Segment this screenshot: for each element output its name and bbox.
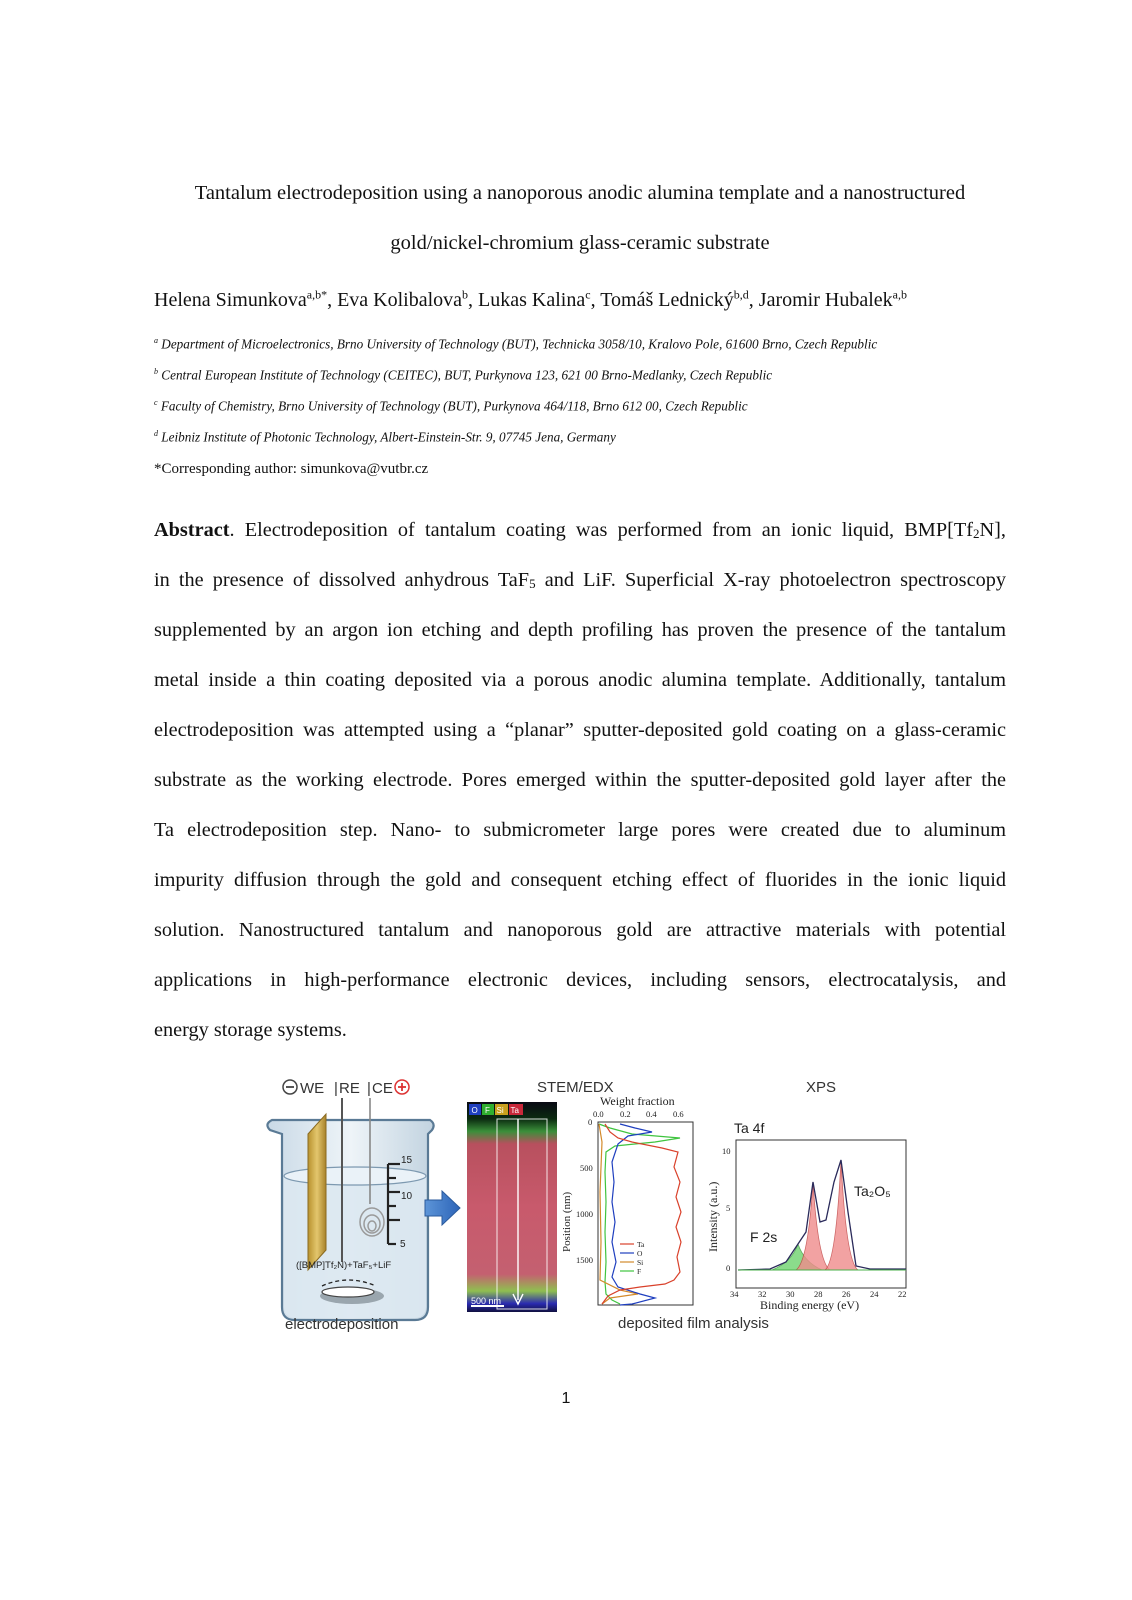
stem-title: STEM/EDX	[537, 1079, 614, 1096]
scale-bar-label: 500 nm	[471, 1296, 502, 1306]
ce-label: CE	[372, 1080, 393, 1097]
profile-y-label: Position (nm)	[561, 1191, 573, 1252]
abstract-line: applications in high-performance electronic devices, including sensors, electrocatalysis, and	[154, 969, 1006, 991]
affiliation-d: $^d$ Leibniz Institute of Photonic Technology, Albert-Einstein-Str. 9, 07745 Jena, Germany	[154, 429, 616, 445]
abstract-heading: Abstract	[154, 519, 230, 541]
we-label: WE	[300, 1080, 325, 1097]
profile-y-tick: 0	[588, 1117, 593, 1127]
xps-x-tick: 34	[730, 1289, 739, 1299]
profile-y-tick: 1000	[576, 1209, 593, 1219]
xps-y-tick: 10	[722, 1146, 731, 1156]
electrodeposition-cell	[267, 1080, 433, 1333]
title-line-1: Tantalum electrodeposition using a nanoporous anodic alumina template and a nanostructured	[194, 182, 966, 204]
xps-x-tick: 32	[758, 1289, 767, 1299]
author: Lukas Kalina$^c$,	[478, 287, 601, 311]
depth-profile-plot	[561, 1094, 693, 1305]
corresponding-author: *Corresponding author: simunkova@vutbr.cz	[154, 461, 429, 477]
minus-icon	[283, 1080, 297, 1094]
legend-o: O	[637, 1249, 643, 1258]
profile-x-tick: 0.0	[593, 1109, 604, 1119]
paper-title	[150, 168, 1010, 268]
profile-x-tick: 0.2	[620, 1109, 631, 1119]
profile-x-tick: 0.4	[646, 1109, 657, 1119]
abstract-line: substrate as the working electrode. Pores emerged within the sputter-deposited gold layer after the	[154, 769, 1006, 791]
left-caption: electrodeposition	[285, 1316, 399, 1333]
scale-mark-10: 10	[401, 1191, 413, 1202]
xps-oxide-label: Ta₂O₅	[854, 1183, 891, 1199]
plus-icon	[395, 1080, 409, 1094]
xps-x-tick: 26	[842, 1289, 851, 1299]
xps-f-label: F 2s	[750, 1229, 778, 1245]
legend-si: Si	[637, 1258, 644, 1267]
xps-title: XPS	[806, 1079, 837, 1096]
abstract-line: solution. Nanostructured tantalum and nanoporous gold are attractive materials with potential	[154, 919, 1006, 941]
xps-x-tick: 30	[786, 1289, 795, 1299]
author: Helena Simunkova$^{a,b*}$,	[154, 287, 338, 311]
liquid-surface	[284, 1167, 426, 1185]
legend-f: F	[637, 1267, 642, 1276]
xps-x-tick: 24	[870, 1289, 879, 1299]
re-label-bar: |	[334, 1080, 338, 1097]
graphical-abstract	[260, 1072, 920, 1342]
author: Eva Kolibalova$^b$,	[337, 287, 479, 311]
abstract-line: Ta electrodeposition step. Nano- to submicrometer large pores were created due to aluminum	[154, 819, 1006, 841]
xps-x-tick: 28	[814, 1289, 823, 1299]
right-caption: deposited film analysis	[618, 1315, 769, 1332]
legend-ta: Ta	[637, 1240, 645, 1249]
abstract-line: in the presence of dissolved anhydrous TaF$_5$ and LiF. Superficial X-ray photoelectron spectroscopy	[154, 569, 1006, 591]
author: Tomáš Lednický$^{b,d}$,	[600, 287, 759, 311]
xps-x-label: Binding energy (eV)	[760, 1298, 860, 1312]
xps-peak-label: Ta 4f	[734, 1120, 765, 1136]
abstract-line: metal inside a thin coating deposited via a porous anodic alumina template. Additionally, tantalum	[154, 669, 1006, 691]
xps-plot	[706, 1120, 907, 1312]
author: Jaromir Hubalek$^{a,b}$	[758, 287, 907, 311]
profile-y-tick: 1500	[576, 1255, 593, 1265]
profile-top-label: Weight fraction	[600, 1094, 675, 1108]
profile-y-tick: 500	[580, 1163, 593, 1173]
abstract	[154, 505, 1006, 1055]
title-line-2: gold/nickel-chromium glass-ceramic substrate	[390, 232, 770, 254]
edx-channel-ta: Ta	[510, 1106, 519, 1115]
edx-channel-f: F	[485, 1106, 490, 1115]
affiliation-a: $^a$ Department of Microelectronics, Brno University of Technology (BUT), Technicka 3058/10, Kralovo Pole, 61600 Brno, Czech Republic	[154, 336, 878, 352]
edx-channel-o: O	[471, 1106, 478, 1115]
page-number: 1	[561, 1390, 571, 1407]
xps-y-label: Intensity (a.u.)	[706, 1181, 720, 1252]
xps-x-tick: 22	[898, 1289, 907, 1299]
stem-map	[467, 1102, 557, 1312]
scale-mark-15: 15	[401, 1155, 413, 1166]
working-electrode	[308, 1114, 326, 1270]
flow-arrow-icon	[425, 1191, 460, 1225]
affiliation-c: $^c$ Faculty of Chemistry, Brno University of Technology (BUT), Purkynova 464/118, Brno 612 00, Czech Republic	[154, 398, 748, 414]
abstract-line: Abstract. Electrodeposition of tantalum coating was performed from an ionic liquid, $BMP[Tf_2N]$,	[154, 519, 1006, 541]
electrolyte-label: ([BMP]Tf₂N)+TaF₅+LiF	[296, 1260, 392, 1271]
affiliation-b: $^b$ Central European Institute of Technology (CEITEC), BUT, Purkynova 123, 621 00 Brno-Medlanky, Czech Republic	[154, 367, 773, 383]
ce-label-bar: |	[367, 1080, 371, 1097]
abstract-line: electrodeposition was attempted using a “planar” sputter-deposited gold coating on a glass-ceramic	[154, 719, 1006, 741]
abstract-line: supplemented by an argon ion etching and depth profiling has proven the presence of the tantalum	[154, 619, 1006, 641]
abstract-line: energy storage systems.	[154, 1019, 347, 1041]
edx-channel-si: Si	[496, 1106, 504, 1115]
author-list	[154, 287, 907, 312]
xps-y-tick: 5	[726, 1203, 731, 1213]
xps-y-tick: 0	[726, 1263, 731, 1273]
re-label: RE	[339, 1080, 360, 1097]
profile-x-tick: 0.6	[673, 1109, 684, 1119]
abstract-line: impurity diffusion through the gold and consequent etching effect of fluorides in the ionic liquid	[154, 869, 1006, 891]
scale-mark-5: 5	[400, 1239, 406, 1250]
